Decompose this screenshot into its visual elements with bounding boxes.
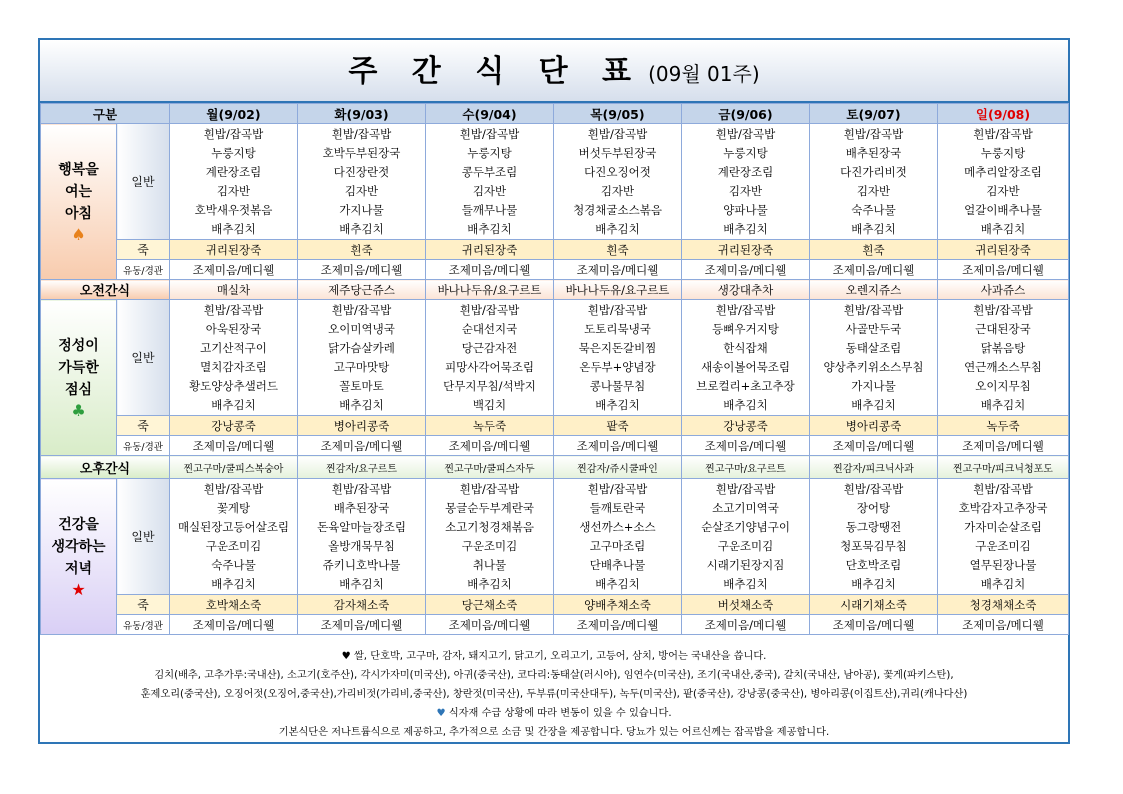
- menu-item: 배추김치: [339, 222, 384, 236]
- snack-item: 사과쥬스: [938, 280, 1069, 300]
- menu-item: 배추김치: [595, 398, 640, 412]
- menu-item: 들깨토란국: [589, 501, 646, 515]
- menu-sheet: [38, 38, 1070, 744]
- menu-item: 몽글순두부계란국: [445, 501, 534, 515]
- menu-item: 누룽지탕: [723, 146, 768, 160]
- snack-item: 생강대추차: [682, 280, 810, 300]
- snack-item: 찐고구마/쿨피스자두: [426, 456, 554, 479]
- menu-item: 배추김치: [980, 398, 1026, 412]
- day-header-row: [41, 104, 1069, 124]
- menu-item: 한식잡채: [723, 341, 768, 355]
- menu-item: 흰밥/잡곡밥: [715, 482, 776, 496]
- menu-item: 등뼈우거지탕: [712, 322, 779, 336]
- menu-item: 배추김치: [851, 222, 896, 236]
- menu-item: 호박감자고추장국: [958, 501, 1048, 515]
- menu-item: 누룽지탕: [211, 146, 256, 160]
- menu-item: 배추김치: [851, 577, 896, 591]
- menu-item: 구운조미김: [461, 539, 518, 553]
- menu-item: 청포묵김무침: [840, 539, 907, 553]
- porridge-item: 병아리콩죽: [298, 416, 426, 436]
- menu-day-cell: [298, 300, 426, 416]
- change-note-line: [40, 704, 1068, 723]
- liquid-diet-item: 조제미음/메디웰: [682, 260, 810, 280]
- menu-item: 고구마맛탕: [333, 360, 390, 374]
- menu-item: 순살조기양념구이: [701, 520, 790, 534]
- meal-menu-row: [41, 479, 1069, 595]
- menu-item: 양상추키위소스무침: [823, 360, 924, 374]
- menu-item: 계란장조림: [717, 165, 774, 179]
- porridge-item: 감자채소죽: [298, 595, 426, 615]
- menu-item: 김자반: [856, 184, 891, 198]
- title-week: (09월 01주): [648, 62, 760, 86]
- meal-menu-row: [41, 124, 1069, 240]
- menu-item: 묵은지돈갈비찜: [578, 341, 657, 355]
- snack-item: 찐고구마/피크닉청포도: [938, 456, 1069, 479]
- header-day: 토(9/07): [810, 104, 938, 124]
- menu-item: 배추김치: [595, 577, 640, 591]
- menu-item: 김자반: [600, 184, 635, 198]
- basic-diet-note: 기본식단은 저나트륨식으로 제공하고, 추가적으로 소금 및 간장을 제공합니다. 당뇨가 있는 어르신께는 잡곡밥을 제공합니다.: [278, 727, 830, 738]
- menu-day-cell: [682, 124, 810, 240]
- snack-item: 찐감자/요구르트: [298, 456, 426, 479]
- meal-title-cell: [41, 300, 117, 456]
- snack-item: 찐감자/피크닉사과: [810, 456, 938, 479]
- menu-item: 흰밥/잡곡밥: [973, 482, 1033, 496]
- general-label: 일반: [117, 300, 170, 416]
- menu-item: 흰밥/잡곡밥: [843, 303, 904, 317]
- menu-item: 다진장란젓: [333, 165, 390, 179]
- menu-item: 당근감자전: [461, 341, 518, 355]
- liquid-diet-item: 조제미음/메디웰: [810, 615, 938, 635]
- menu-item: 배추김치: [467, 222, 512, 236]
- liquid-diet-item: 조제미음/메디웰: [170, 436, 298, 456]
- menu-day-cell: [554, 479, 682, 595]
- menu-day-cell: [938, 479, 1069, 595]
- menu-item: 흰밥/잡곡밥: [331, 303, 392, 317]
- liquid-diet-item: 조제미음/메디웰: [170, 615, 298, 635]
- menu-item: 구운조미김: [205, 539, 262, 553]
- menu-item: 배추김치: [211, 222, 256, 236]
- menu-day-cell: [682, 300, 810, 416]
- menu-item: 얼갈이배추나물: [964, 203, 1042, 217]
- menu-item: 배추김치: [723, 577, 768, 591]
- meal-menu-row: [41, 300, 1069, 416]
- menu-item: 계란장조림: [205, 165, 262, 179]
- menu-item: 흰밥/잡곡밥: [973, 303, 1033, 317]
- menu-day-cell: [298, 479, 426, 595]
- menu-item: 구운조미김: [717, 539, 774, 553]
- meal-title-line: 건강을: [58, 516, 99, 533]
- menu-item: 취나물: [472, 558, 507, 572]
- liquid-diet-item: 조제미음/메디웰: [938, 260, 1069, 280]
- menu-item: 가지나물: [339, 203, 384, 217]
- header-day: 화(9/03): [298, 104, 426, 124]
- porridge-item: 흰죽: [298, 240, 426, 260]
- menu-item: 가지나물: [851, 379, 896, 393]
- snack-row: [41, 456, 1069, 479]
- liquid-diet-item: 조제미음/메디웰: [170, 260, 298, 280]
- menu-item: 온두부+양념장: [579, 360, 656, 374]
- menu-item: 황도양상추샐러드: [189, 379, 278, 393]
- menu-item: 열무된장나물: [969, 558, 1037, 572]
- menu-item: 흰밥/잡곡밥: [843, 482, 904, 496]
- menu-item: 흰밥/잡곡밥: [331, 482, 392, 496]
- snack-item: 매실차: [170, 280, 298, 300]
- header-day: 금(9/06): [682, 104, 810, 124]
- menu-item: 시래기된장지짐: [706, 558, 785, 572]
- menu-item: 생선까스+소스: [579, 520, 656, 534]
- meal-title-line: 정성이: [58, 337, 99, 354]
- porridge-item: 귀리된장죽: [426, 240, 554, 260]
- menu-day-cell: [810, 479, 938, 595]
- menu-item: 단호박조림: [845, 558, 902, 572]
- meal-title-cell: [41, 479, 117, 635]
- menu-item: 메추리알장조림: [964, 165, 1042, 179]
- menu-day-cell: [682, 479, 810, 595]
- porridge-item: 녹두죽: [426, 416, 554, 436]
- menu-item: 새송이볼어묵조림: [701, 360, 790, 374]
- snack-item: 찐감자/쥬시쿨파인: [554, 456, 682, 479]
- menu-item: 흰밥/잡곡밥: [459, 303, 520, 317]
- header-category: 구분: [41, 104, 170, 124]
- liquid-diet-row: [41, 436, 1069, 456]
- menu-item: 소고기미역국: [712, 501, 779, 515]
- menu-item: 오이지무침: [975, 379, 1031, 393]
- menu-item: 고기산적구이: [200, 341, 267, 355]
- menu-item: 배추김치: [595, 222, 640, 236]
- liquid-diet-item: 조제미음/메디웰: [682, 436, 810, 456]
- menu-item: 누룽지탕: [980, 146, 1026, 160]
- menu-item: 피망사각어묵조림: [445, 360, 534, 374]
- snack-title: 오전간식: [41, 280, 170, 300]
- menu-item: 배추김치: [211, 577, 256, 591]
- menu-item: 배추된장국: [845, 146, 902, 160]
- porridge-item: 병아리콩죽: [810, 416, 938, 436]
- menu-item: 쥬키니호박나물: [322, 558, 401, 572]
- porridge-item: 귀리된장죽: [938, 240, 1069, 260]
- liquid-diet-row: [41, 260, 1069, 280]
- menu-item: 다진오징어젓: [584, 165, 651, 179]
- menu-item: 닭가슴살카레: [328, 341, 395, 355]
- porridge-row: [41, 240, 1069, 260]
- menu-item: 숙주나물: [211, 558, 256, 572]
- menu-item: 누룽지탕: [467, 146, 512, 160]
- menu-item: 청경채굴소스볶음: [573, 203, 662, 217]
- menu-item: 백김치: [472, 398, 507, 412]
- menu-item: 배추김치: [339, 577, 384, 591]
- meal-title-line: 가득한: [58, 359, 99, 376]
- liquid-diet-label: 유동/경관: [117, 615, 170, 635]
- porridge-label: 죽: [117, 416, 170, 436]
- snack-title: 오후간식: [41, 456, 170, 479]
- menu-item: 들깨무나물: [461, 203, 518, 217]
- menu-day-cell: [938, 300, 1069, 416]
- menu-item: 흰밥/잡곡밥: [715, 303, 776, 317]
- menu-day-cell: [554, 300, 682, 416]
- menu-item: 아욱된장국: [205, 322, 262, 336]
- menu-item: 흰밥/잡곡밥: [203, 127, 264, 141]
- menu-item: 가자미순살조림: [964, 520, 1042, 534]
- menu-item: 콩나물무침: [589, 379, 646, 393]
- liquid-diet-label: 유동/경관: [117, 260, 170, 280]
- menu-item: 고구마조림: [589, 539, 646, 553]
- liquid-diet-item: 조제미음/메디웰: [426, 436, 554, 456]
- menu-item: 배추김치: [211, 398, 256, 412]
- porridge-label: 죽: [117, 240, 170, 260]
- menu-item: 배추김치: [723, 222, 768, 236]
- liquid-diet-label: 유동/경관: [117, 436, 170, 456]
- menu-item: 흰밥/잡곡밥: [587, 127, 648, 141]
- menu-item: 근대된장국: [975, 322, 1031, 336]
- menu-item: 다진가리비젓: [840, 165, 907, 179]
- liquid-diet-row: [41, 615, 1069, 635]
- porridge-item: 양배추채소죽: [554, 595, 682, 615]
- meal-symbol-icon: ♠: [71, 224, 86, 244]
- snack-row: [41, 280, 1069, 300]
- menu-item: 사골만두국: [845, 322, 902, 336]
- menu-item: 양파나물: [723, 203, 768, 217]
- porridge-item: 흰죽: [554, 240, 682, 260]
- notes-section: [40, 647, 1068, 742]
- liquid-diet-item: 조제미음/메디웰: [298, 260, 426, 280]
- menu-item: 흰밥/잡곡밥: [459, 127, 520, 141]
- snack-item: 찐고구마/요구르트: [682, 456, 810, 479]
- title-main: 주 간 식 단 표: [348, 54, 644, 89]
- menu-item: 숙주나물: [851, 203, 896, 217]
- page-title: [40, 40, 1068, 103]
- header-day: 목(9/05): [554, 104, 682, 124]
- porridge-item: 팥죽: [554, 416, 682, 436]
- origin-note-text: 쌀, 단호박, 고구마, 감자, 돼지고기, 닭고기, 오리고기, 고등어, 삼치, 방어는 국내산을 씁니다.: [353, 651, 767, 662]
- change-note-text: 식자재 수급 상황에 따라 변동이 있을 수 있습니다.: [448, 708, 672, 719]
- porridge-item: 청경채채소죽: [938, 595, 1069, 615]
- menu-day-cell: [810, 300, 938, 416]
- menu-item: 올방개묵무침: [328, 539, 395, 553]
- menu-item: 단무지무침/석박지: [443, 379, 536, 393]
- origin-detail-line: 김치(배추, 고추가루:국내산), 소고기(호주산), 각시가자미(미국산), 아귀(중국산), 코다리:동태살(러시아), 임연수(미국산), 조기(국내산,중국), 갈치(국내산, 남아공), 꽃게(파키스탄),: [154, 670, 954, 681]
- menu-item: 배추김치: [723, 398, 768, 412]
- porridge-item: 버섯채소죽: [682, 595, 810, 615]
- menu-item: 동그랑땡전: [845, 520, 902, 534]
- heart-icon: ♥: [341, 651, 351, 662]
- menu-item: 매실된장고등어살조림: [177, 520, 290, 534]
- porridge-item: 당근채소죽: [426, 595, 554, 615]
- menu-item: 흰밥/잡곡밥: [715, 127, 776, 141]
- menu-item: 흰밥/잡곡밥: [587, 303, 648, 317]
- menu-item: 호박두부된장국: [322, 146, 401, 160]
- menu-item: 흰밥/잡곡밥: [459, 482, 520, 496]
- menu-item: 닭볶음탕: [980, 341, 1026, 355]
- snack-item: 바나나두유/요구르트: [554, 280, 682, 300]
- menu-item: 흰밥/잡곡밥: [203, 303, 264, 317]
- meal-title-line: 저녁: [64, 560, 93, 577]
- menu-item: 김자반: [728, 184, 763, 198]
- menu-item: 꼴토마토: [339, 379, 384, 393]
- liquid-diet-item: 조제미음/메디웰: [426, 260, 554, 280]
- meal-title-line: 여는: [64, 183, 93, 200]
- menu-item: 오이미역냉국: [328, 322, 395, 336]
- liquid-diet-item: 조제미음/메디웰: [554, 615, 682, 635]
- heart-icon: ♥: [436, 708, 446, 719]
- porridge-row: [41, 416, 1069, 436]
- origin-detail-line: 훈제오리(중국산), 오징어젓(오징어,중국산),가리비젓(가리비,중국산), 창란젓(미국산), 두부류(미국산대두), 녹두(미국산), 팥(중국산), 강낭콩(중국산), 병아리콩(이집트산),귀리(캐나다산): [140, 689, 968, 700]
- menu-day-cell: [938, 124, 1069, 240]
- porridge-item: 귀리된장죽: [170, 240, 298, 260]
- menu-item: 멸치감자조림: [200, 360, 267, 374]
- origin-note-line: [40, 647, 1068, 666]
- liquid-diet-item: 조제미음/메디웰: [810, 436, 938, 456]
- general-label: 일반: [117, 124, 170, 240]
- menu-item: 흰밥/잡곡밥: [973, 127, 1033, 141]
- menu-item: 연근깨소스무침: [964, 360, 1042, 374]
- porridge-label: 죽: [117, 595, 170, 615]
- menu-item: 배추김치: [339, 398, 384, 412]
- liquid-diet-item: 조제미음/메디웰: [938, 436, 1069, 456]
- menu-item: 콩두부조림: [461, 165, 518, 179]
- general-label: 일반: [117, 479, 170, 595]
- menu-item: 소고기청경채볶음: [445, 520, 534, 534]
- menu-item: 흰밥/잡곡밥: [587, 482, 648, 496]
- meal-title-line: 생각하는: [51, 538, 106, 555]
- menu-item: 김자반: [986, 184, 1020, 198]
- menu-item: 꽃게탕: [216, 501, 251, 515]
- liquid-diet-item: 조제미음/메디웰: [298, 436, 426, 456]
- liquid-diet-item: 조제미음/메디웰: [298, 615, 426, 635]
- porridge-item: 시래기채소죽: [810, 595, 938, 615]
- menu-item: 구운조미김: [975, 539, 1031, 553]
- meal-title-line: 점심: [64, 381, 93, 398]
- snack-item: 오렌지쥬스: [810, 280, 938, 300]
- menu-item: 흰밥/잡곡밥: [331, 127, 392, 141]
- menu-day-cell: [170, 124, 298, 240]
- menu-day-cell: [170, 479, 298, 595]
- meal-table: [40, 103, 1069, 635]
- porridge-item: 귀리된장죽: [682, 240, 810, 260]
- meal-title-cell: [41, 124, 117, 280]
- porridge-item: 흰죽: [810, 240, 938, 260]
- snack-item: 제주당근쥬스: [298, 280, 426, 300]
- menu-day-cell: [426, 124, 554, 240]
- menu-item: 도토리묵냉국: [584, 322, 651, 336]
- header-day: 월(9/02): [170, 104, 298, 124]
- menu-item: 배추된장국: [333, 501, 390, 515]
- header-day-sunday: 일(9/08): [938, 104, 1069, 124]
- menu-item: 김자반: [344, 184, 379, 198]
- menu-day-cell: [426, 479, 554, 595]
- porridge-item: 호박채소죽: [170, 595, 298, 615]
- menu-item: 배추김치: [851, 398, 896, 412]
- meal-title-line: 행복을: [58, 161, 99, 178]
- porridge-item: 강낭콩죽: [170, 416, 298, 436]
- menu-day-cell: [170, 300, 298, 416]
- liquid-diet-item: 조제미음/메디웰: [554, 260, 682, 280]
- menu-item: 흰밥/잡곡밥: [203, 482, 264, 496]
- menu-day-cell: [298, 124, 426, 240]
- menu-item: 호박새우젓볶음: [194, 203, 273, 217]
- menu-item: 김자반: [472, 184, 507, 198]
- menu-item: 돈육알마늘장조림: [317, 520, 406, 534]
- snack-item: 바나나두유/요구르트: [426, 280, 554, 300]
- menu-item: 배추김치: [980, 222, 1026, 236]
- header-day: 수(9/04): [426, 104, 554, 124]
- liquid-diet-item: 조제미음/메디웰: [426, 615, 554, 635]
- menu-item: 김자반: [216, 184, 251, 198]
- menu-item: 배추김치: [467, 577, 512, 591]
- porridge-item: 강낭콩죽: [682, 416, 810, 436]
- menu-item: 흰밥/잡곡밥: [843, 127, 904, 141]
- menu-item: 배추김치: [980, 577, 1026, 591]
- meal-title-line: 아침: [64, 205, 93, 222]
- liquid-diet-item: 조제미음/메디웰: [938, 615, 1069, 635]
- snack-item: 찐고구마/쿨피스복숭아: [170, 456, 298, 479]
- menu-day-cell: [426, 300, 554, 416]
- meal-symbol-icon: ★: [71, 579, 86, 599]
- liquid-diet-item: 조제미음/메디웰: [554, 436, 682, 456]
- liquid-diet-item: 조제미음/메디웰: [682, 615, 810, 635]
- menu-item: 단배추나물: [589, 558, 646, 572]
- menu-item: 브로컬리+초고추장: [696, 379, 795, 393]
- porridge-item: 녹두죽: [938, 416, 1069, 436]
- menu-day-cell: [554, 124, 682, 240]
- porridge-row: [41, 595, 1069, 615]
- menu-item: 동태살조림: [845, 341, 902, 355]
- menu-item: 장어탕: [856, 501, 891, 515]
- menu-item: 순대선지국: [461, 322, 518, 336]
- liquid-diet-item: 조제미음/메디웰: [810, 260, 938, 280]
- menu-item: 버섯두부된장국: [578, 146, 657, 160]
- menu-day-cell: [810, 124, 938, 240]
- meal-symbol-icon: ♣: [71, 400, 86, 420]
